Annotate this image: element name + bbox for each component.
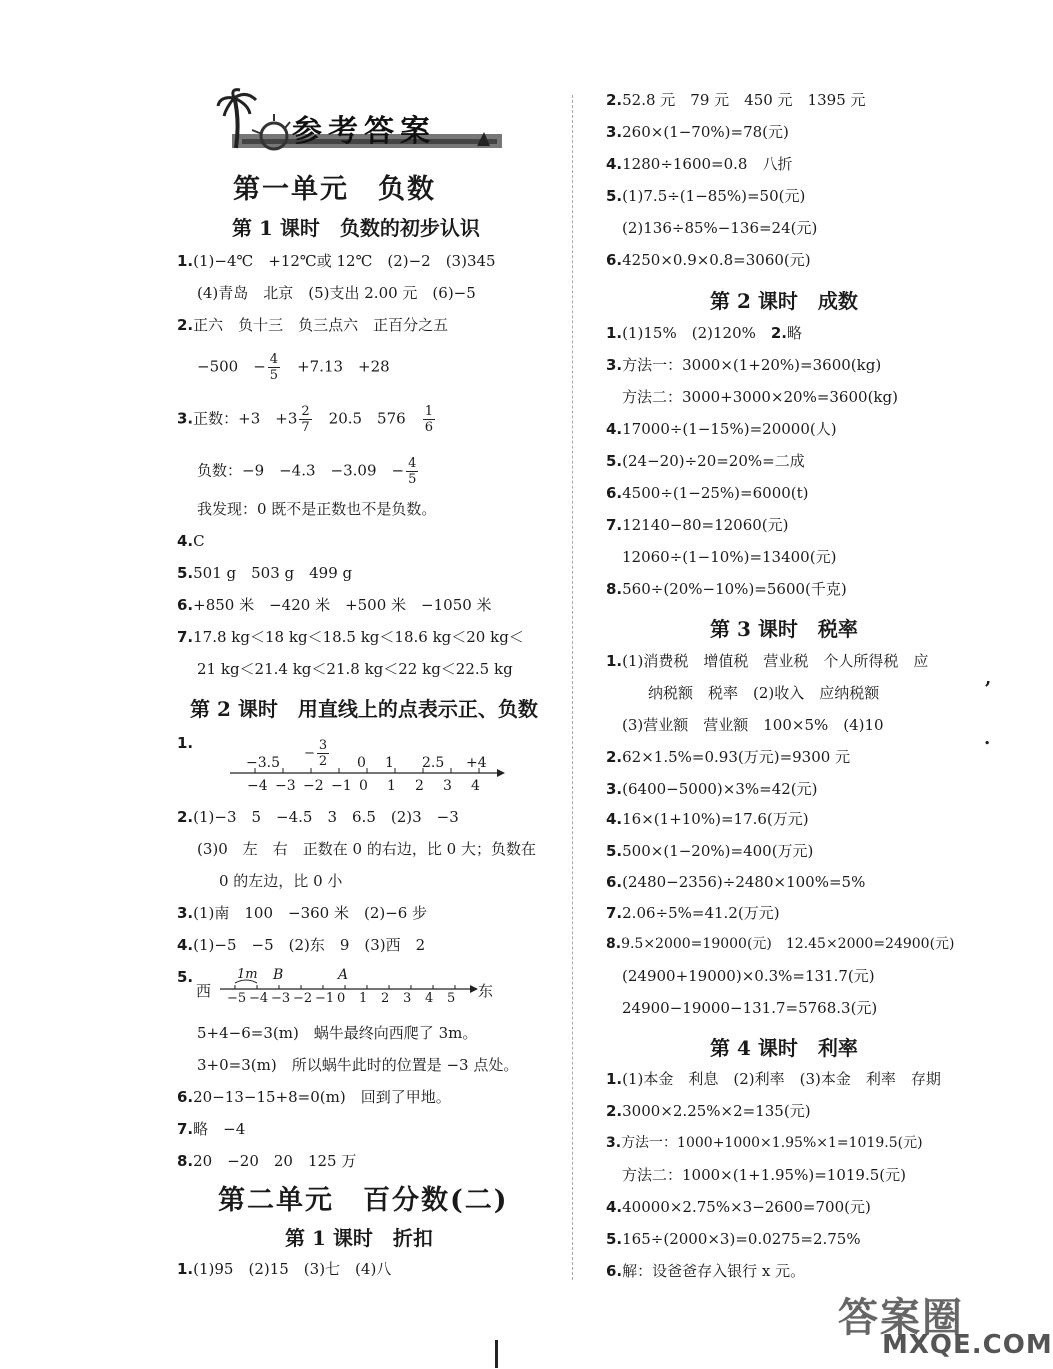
answer-line: 6.(2480−2356)÷2480×100%=5% [606,873,866,891]
numline-tick-label: 0 [359,778,368,794]
answer-line: 2.3000×2.25%×2=135(元) [606,1102,811,1120]
answer-line: 2.52.8 元 79 元 450 元 1395 元 [606,91,866,109]
numline-tick-label: −1 [331,778,352,794]
numline-tick-label: −1 [315,991,335,1006]
u1-lesson2-title: 第 2 课时 用直线上的点表示正、负数 [190,697,538,721]
answer-line: 5+4−6=3(m) 蜗牛最终向西爬了 3m。 [197,1024,478,1042]
answer-line: 4.40000×2.75%×3−2600=700(元) [606,1198,871,1216]
answer-line: 1.(1)−4℃ +12℃或 12℃ (2)−2 (3)345 [177,252,496,270]
unit-label: 1m [237,967,258,982]
answer-line: 4.C [177,532,205,550]
fraction: $\frac{4}{5}$ [269,352,279,383]
binding-mark [495,1340,498,1368]
numline-tick-label: 1 [359,991,368,1006]
answer-line: 4.17000÷(1−15%)=20000(人) [606,420,837,438]
answer-line: 6.4250×0.9×0.8=3060(元) [606,251,811,269]
lesson4-title: 第 4 课时 利率 [710,1036,858,1060]
u1-lesson1-title: 第 1 课时 负数的初步认识 [232,216,480,240]
lesson3-title: 第 3 课时 税率 [710,617,858,641]
answer-line: −500 − $\frac{4}{5}$ +7.13 +28 [197,352,390,383]
answer-line: 6.4500÷(1−25%)=6000(t) [606,484,809,502]
numline-fraction-label: − $\frac{3}{2}$ [304,738,328,769]
answer-line: 3.方法一：1000+1000×1.95%×1=1019.5(元) [606,1135,923,1151]
answer-line: 12060÷(1−10%)=13400(元) [622,548,837,566]
answer-line: 负数：−9 −4.3 −3.09 − $\frac{4}{5}$ [197,456,417,487]
numline-tick-label: −4 [247,778,268,794]
answer-line: 4.16×(1+10%)=17.6(万元) [606,810,809,828]
answer-line: 方法二：3000+3000×20%=3600(kg) [622,388,898,406]
answer-line: 3.(6400−5000)×3%=42(元) [606,780,818,798]
numline-tick-label: −2 [293,991,313,1006]
answer-line: 8.20 −20 20 125 万 [177,1152,357,1170]
answer-line: 7.12140−80=12060(元) [606,516,789,534]
answer-line: 4.(1)−5 −5 (2)东 9 (3)西 2 [177,936,426,954]
unit1-title: 第一单元 负数 [233,174,436,205]
numline-tick-label: −3 [271,991,291,1006]
answer-line: (4)青岛 北京 (5)支出 2.00 元 (6)−5 [197,284,476,302]
answer-line: (3)营业额 营业额 100×5% (4)10 [622,716,884,734]
answer-line: 1.(1)15% (2)120% 2.略 [606,324,803,342]
answer-line: (2)136÷85%−136=24(元) [622,219,818,237]
answer-line: 24900−19000−131.7=5768.3(元) [622,999,878,1017]
answer-line: 3.(1)南 100 −360 米 (2)−6 步 [177,904,428,922]
answer-line: 3.260×(1−70%)=78(元) [606,123,789,141]
west-label: 西 [196,982,212,1000]
watermark-logo [830,1290,1053,1369]
answer-banner [222,92,504,156]
answer-line: 7.2.06÷5%=41.2(万元) [606,904,780,922]
numline-tick-label: 5 [447,991,456,1006]
numline-tick-label: 2 [381,991,390,1006]
watermark-url: MXQE.COM [882,1330,1053,1360]
answer-line: 我发现：0 既不是正数也不是负数。 [197,500,437,518]
numline-label: −3.5 [246,755,280,771]
answer-line: 2.正六 负十三 负三点六 正百分之五 [177,316,449,334]
numline-tick-label: −3 [275,778,296,794]
answer-line: 1.(1)消费税 增值税 营业税 个人所得税 应 [606,652,929,670]
answer-line: 0 的左边，比 0 小 [219,872,343,890]
column-divider [572,95,573,1280]
answer-line: 8.9.5×2000=19000(元) 12.45×2000=24900(元) [606,936,955,952]
numline-label: +4 [466,755,487,771]
lesson2-title: 第 2 课时 成数 [710,289,858,313]
answer-line: 5.501 g 503 g 499 g [177,564,353,582]
answer-line: 8.560÷(20%−10%)=5600(千克) [606,580,847,598]
fraction: $\frac{1}{6}$ [424,404,433,435]
numline-tick-label: 4 [471,778,480,794]
numline-tick-label: 3 [403,991,412,1006]
unit2-title: 第二单元 百分数(二) [218,1185,509,1216]
answer-line: 21 kg＜21.4 kg＜21.8 kg＜22 kg＜22.5 kg [197,660,513,678]
numline-tick-label: 4 [425,991,434,1006]
answer-line: 1.(1)95 (2)15 (3)七 (4)八 [177,1260,392,1278]
answer-line: 6.解：设爸爸存入银行 x 元。 [606,1262,806,1280]
answer-line: 7.17.8 kg＜18 kg＜18.5 kg＜18.6 kg＜20 kg＜ [177,628,524,646]
numline-label: 0 [357,755,366,771]
numline-tick-label: 0 [337,991,346,1006]
numline-tick-label: 3 [443,778,452,794]
print-mark: , [985,668,992,689]
answer-line: 3+0=3(m) 所以蜗牛此时的位置是 −3 点处。 [197,1056,519,1074]
answer-line: 4.1280÷1600=0.8 八折 [606,155,793,173]
answer-line: 2.(1)−3 5 −4.5 3 6.5 (2)3 −3 [177,808,459,826]
numline-tick-label: −5 [227,991,247,1006]
answer-line: (3)0 左 右 正数在 0 的右边，比 0 大；负数在 [197,840,536,858]
fraction: $\frac{4}{5}$ [408,456,417,487]
answer-number: 5. [177,968,194,986]
answer-line: 7.略 −4 [177,1120,246,1138]
numline-label: 1 [385,755,394,771]
answer-line: 3.方法一：3000×(1+20%)=3600(kg) [606,356,882,374]
east-label: 东 [478,982,494,1000]
answer-line: 5.500×(1−20%)=400(万元) [606,842,814,860]
numline-label: 2.5 [422,755,445,771]
answer-line: 5.(1)7.5÷(1−85%)=50(元) [606,187,806,205]
watermark-title: 答案圈 [838,1295,964,1341]
answer-line: 6.+850 米 −420 米 +500 米 −1050 米 [177,596,492,614]
numline-tick-label: −4 [249,991,269,1006]
numline-tick-label: −2 [303,778,324,794]
answer-number: 1. [177,734,194,752]
numline-tick-label: 2 [415,778,424,794]
point-a-label: A [338,967,349,983]
answer-line: 3.正数：+3 +3 $\frac{2}{7}$ 20.5 576 $\frac{1}{6}$ [177,404,433,435]
fraction: $\frac{2}{7}$ [301,404,310,435]
answer-line: (24900+19000)×0.3%=131.7(元) [622,967,875,985]
answer-line: 5.(24−20)÷20=20%=二成 [606,452,805,470]
answer-line: 方法二：1000×(1+1.95%)=1019.5(元) [622,1166,906,1184]
point-b-label: B [273,967,284,983]
numline-tick-label: 1 [387,778,396,794]
u2-lesson1-title: 第 1 课时 折扣 [285,1226,433,1250]
answer-line: 6.20−13−15+8=0(m) 回到了甲地。 [177,1088,451,1106]
answer-line: 纳税额 税率 (2)收入 应纳税额 [648,684,880,702]
banner-title: 参考答案 [292,114,436,149]
answer-line: 1.(1)本金 利息 (2)利率 (3)本金 利率 存期 [606,1070,941,1088]
answer-line: 5.165÷(2000×3)=0.0275=2.75% [606,1230,861,1248]
print-mark: . [984,728,991,749]
answer-line: 2.62×1.5%=0.93(万元)=9300 元 [606,748,851,766]
